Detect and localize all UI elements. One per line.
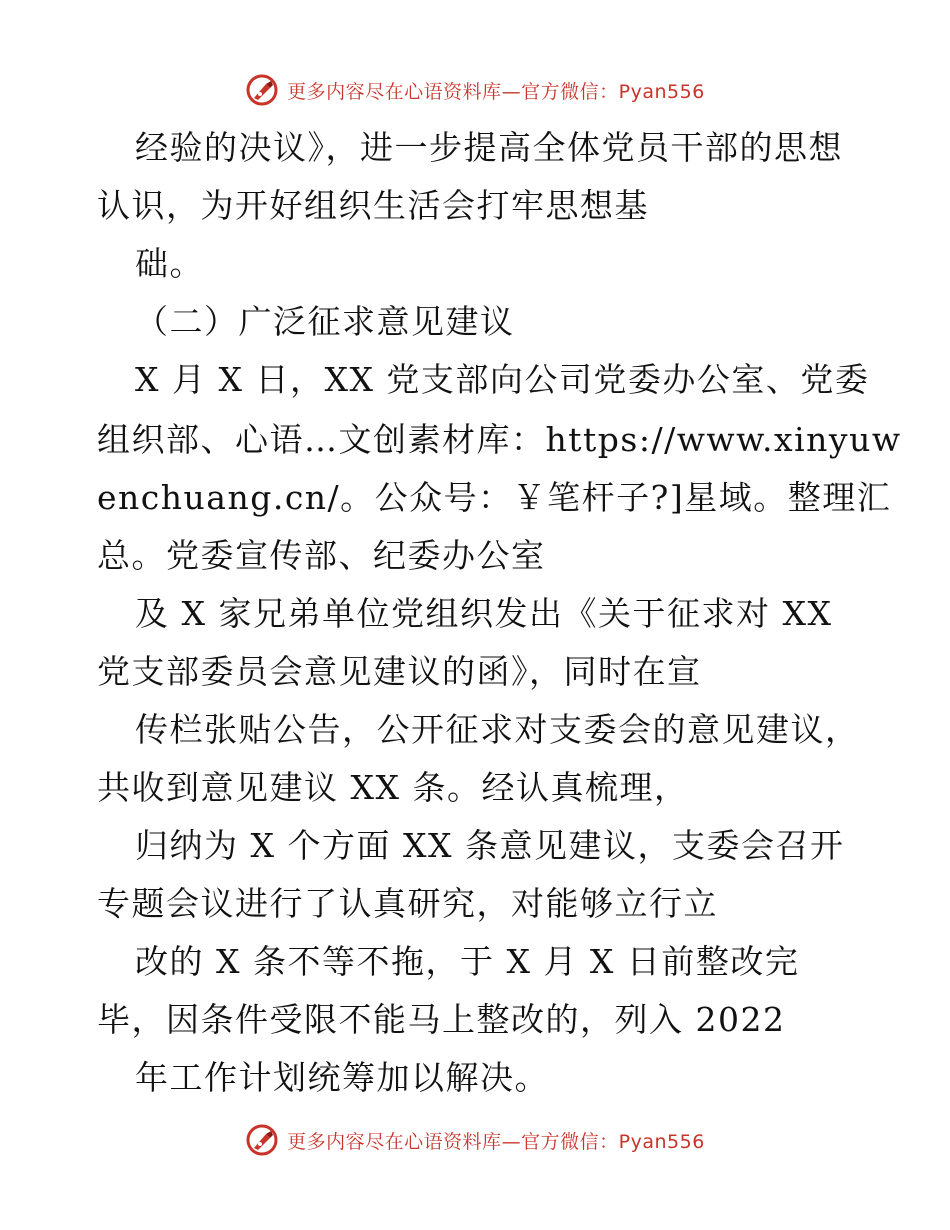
body-line: 专题会议进行了认真研究，对能够立行立 — [97, 884, 718, 923]
header-watermark — [0, 70, 950, 110]
body-line: 改的 X 条不等不拖，于 X 月 X 日前整改完 — [135, 942, 800, 981]
body-line: enchuang.cn/。公众号：￥笔杆子?]星域。整理汇 — [97, 478, 892, 517]
body-line: 组织部、心语…文创素材库：https://www.xinyuw — [97, 420, 902, 459]
body-line: 毕，因条件受限不能马上整改的，列入 2022 — [97, 1000, 786, 1039]
body-line: 传栏张贴公告，公开征求对支委会的意见建议， — [135, 710, 860, 749]
body-line: 础。 — [135, 244, 204, 283]
body-line: 共收到意见建议 XX 条。经认真梳理， — [97, 768, 689, 807]
body-line: 年工作计划统筹加以解决。 — [135, 1058, 549, 1097]
body-line: 经验的决议》，进一步提高全体党员干部的思想 — [135, 128, 843, 167]
body-line: 及 X 家兄弟单位党组织发出《关于征求对 XX — [135, 594, 833, 633]
watermark-text — [287, 77, 705, 104]
footer-watermark — [0, 1120, 950, 1160]
watermark-label: 更多内容尽在心语资料库—官方微信： — [287, 80, 619, 103]
pen-nib-logo-icon — [245, 1123, 279, 1157]
pen-nib-logo-icon — [245, 73, 279, 107]
body-line: 归纳为 X 个方面 XX 条意见建议，支委会召开 — [135, 826, 845, 865]
watermark-id: Pyan556 — [618, 80, 705, 103]
section-heading: （二）广泛征求意见建议 — [135, 302, 515, 341]
body-line: 党支部委员会意见建议的函》，同时在宣 — [97, 652, 702, 691]
watermark-label: 更多内容尽在心语资料库—官方微信： — [287, 1130, 619, 1153]
body-line: 认识，为开好组织生活会打牢思想基 — [97, 186, 649, 225]
watermark-id: Pyan556 — [618, 1130, 705, 1153]
watermark-text — [287, 1127, 705, 1154]
body-line: X 月 X 日，XX 党支部向公司党委办公室、党委 — [135, 360, 870, 399]
body-line: 总。党委宣传部、纪委办公室 — [97, 536, 546, 575]
